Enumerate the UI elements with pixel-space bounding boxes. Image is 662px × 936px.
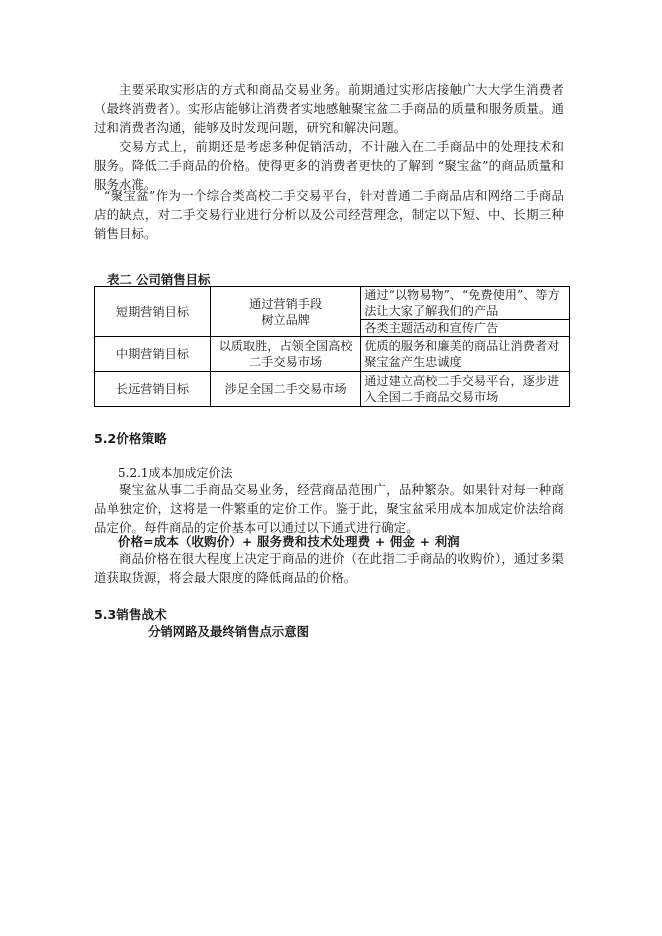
goal-cell: 长远营销目标	[95, 372, 211, 407]
table-row-short-term	[95, 287, 570, 320]
means-cell: 以质取胜，占领全国高校二手交易市场	[210, 337, 360, 372]
detail-cell: 通过“以物易物”、“免费使用”、等方法让大家了解我们的产品	[361, 287, 570, 320]
sales-goals-table	[94, 286, 570, 407]
table-caption: 表二 公司销售目标	[107, 272, 211, 287]
intro-paragraph-1: 主要采取实形店的方式和商品交易业务。前期通过实形店接触广大大学生消费者（最终消费者）。实形店能够让消费者实地感触聚宝盆二手商品的质量和服务质量。通过和消费者沟通，能够及时发现问题，研究和解决问题。	[94, 82, 564, 135]
detail-cell: 通过建立高校二手交易平台，逐步进入全国二手商品交易市场	[361, 372, 570, 407]
intro-paragraph-3: “聚宝盆”作为一个综合类高校二手交易平台，针对普通二手商品店和网络二手商品店的缺点，对二手交易行业进行分析以及公司经营理念，制定以下短、中、长期三种销售目标。	[94, 188, 564, 241]
goal-cell: 短期营销目标	[95, 287, 211, 337]
goal-cell: 中期营销目标	[95, 337, 211, 372]
pricing-paragraph: 聚宝盆从事二手商品交易业务，经营商品范围广，品种繁杂。如果针对每一种商品单独定价，这将是一件繁重的定价工作。鉴于此，聚宝盆采用成本加成定价法给商品定价。每件商品的定价基本可以通过以下通式进行确定。	[94, 482, 564, 535]
pricing-formula: 价格=成本（收购价）+ 服务费和技术处理费 + 佣金 + 利润	[118, 534, 460, 549]
section-heading-5-3: 5.3销售战术	[94, 607, 167, 622]
means-cell: 通过营销手段 树立品牌	[210, 287, 360, 337]
pricing-paragraph-2: 商品价格在很大程度上决定于商品的进价（在此指二手商品的收购价），通过多渠道获取货源，将会最大限度的降低商品的价格。	[94, 551, 564, 585]
means-cell: 涉足全国二手交易市场	[210, 372, 360, 407]
section-heading-5-2: 5.2价格策略	[94, 431, 167, 446]
detail-cell: 优质的服务和廉美的商品让消费者对聚宝盆产生忠诚度	[361, 337, 570, 372]
intro-paragraph-2: 交易方式上，前期还是考虑多种促销活动，不计融入在二手商品中的处理技术和服务。降低二手商品的价格。使得更多的消费者更快的了解到 “聚宝盆”的商品质量和服务水准。	[94, 139, 564, 192]
table-row-long-term	[95, 372, 570, 407]
detail-cell: 各类主题活动和宣传广告	[361, 320, 570, 337]
sub-heading-5-2-1: 5.2.1成本加成定价法	[118, 466, 233, 480]
table-row-mid-term	[95, 337, 570, 372]
diagram-title: 分销网路及最终销售点示意图	[148, 624, 310, 639]
